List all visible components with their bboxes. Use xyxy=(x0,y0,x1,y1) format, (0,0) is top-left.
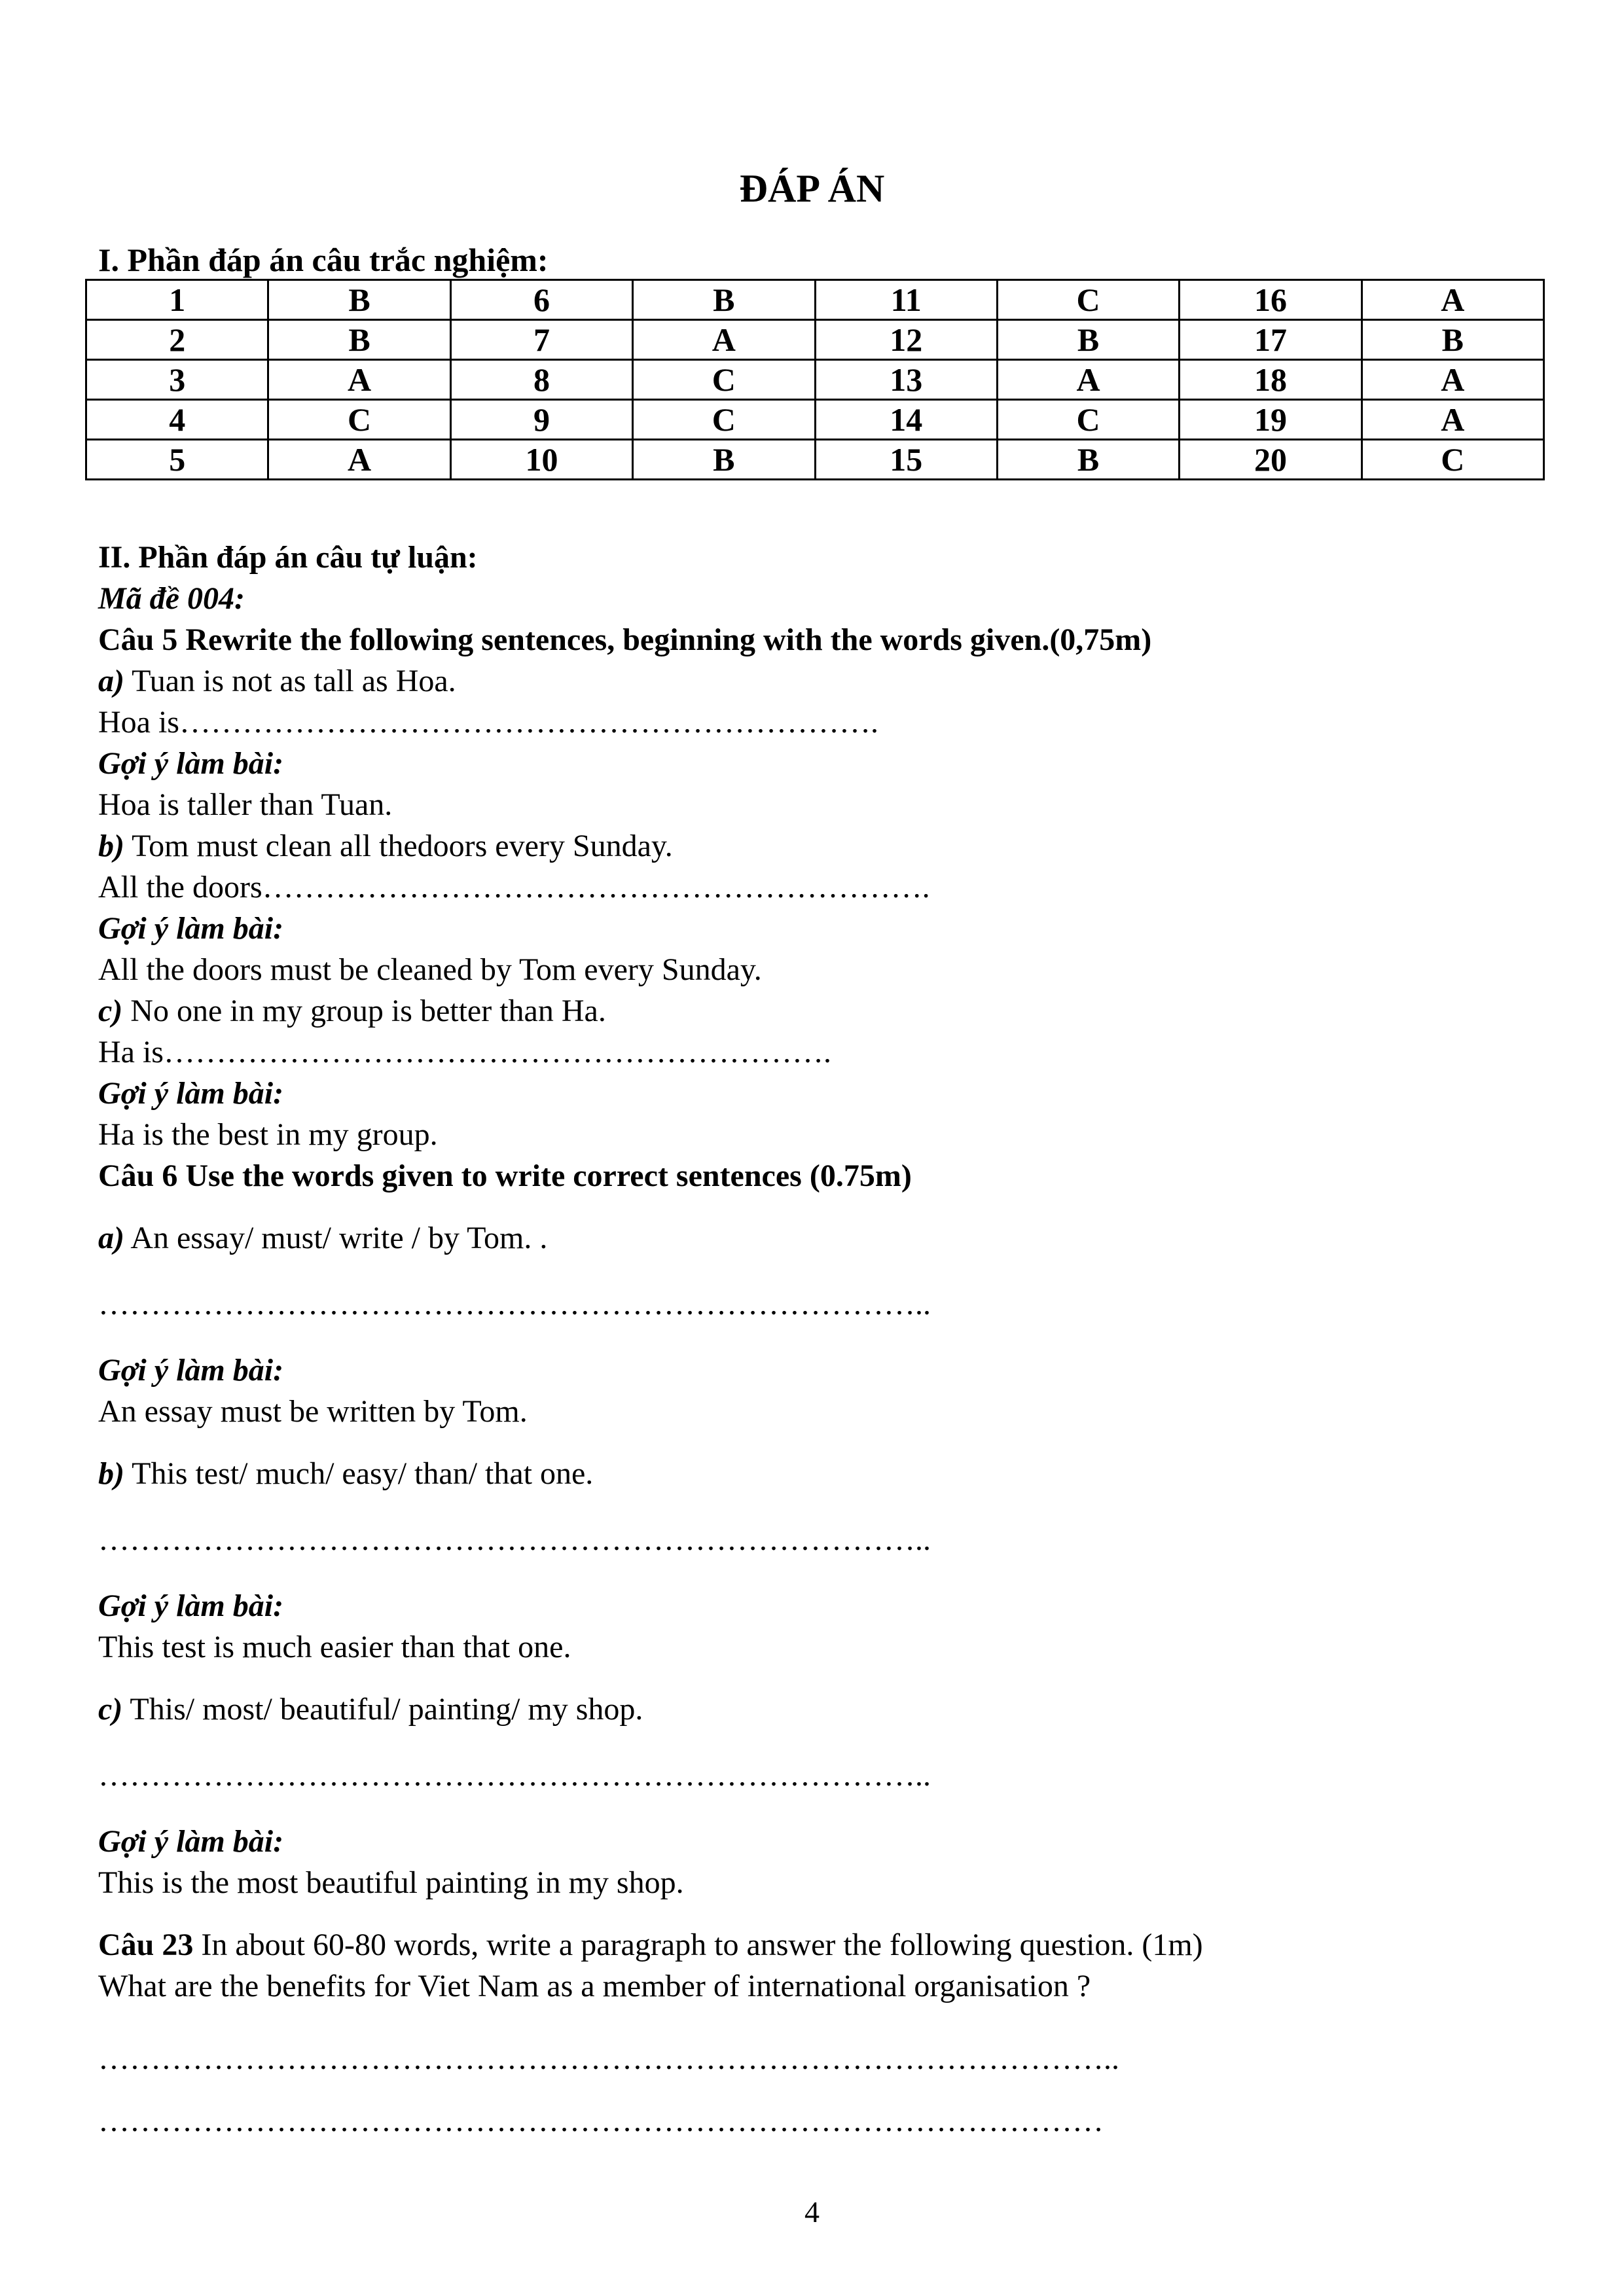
answer-row xyxy=(86,320,1544,360)
item-text: An essay/ must/ write / by Tom. . xyxy=(124,1221,548,1255)
answer-letter-cell: A xyxy=(1362,360,1543,400)
question-number-cell: 7 xyxy=(450,320,632,360)
answer-row xyxy=(86,280,1544,320)
question-number-cell: 16 xyxy=(1180,280,1362,320)
answer-table xyxy=(85,279,1545,480)
item-label: c) xyxy=(98,994,123,1028)
answer-row xyxy=(86,400,1544,440)
answer-letter-cell: C xyxy=(997,280,1179,320)
item-label: b) xyxy=(98,1456,124,1491)
answer-row xyxy=(86,360,1544,400)
section-heading-multiple-choice: I. Phần đáp án câu trắc nghiệm: xyxy=(98,242,549,278)
hint-label: Gợi ý làm bài: xyxy=(98,1588,284,1623)
question-number-cell: 15 xyxy=(815,440,997,480)
question-6a-answer: An essay must be written by Tom. xyxy=(98,1394,528,1429)
question-6a xyxy=(98,1217,1538,1259)
answer-letter-cell: B xyxy=(633,440,815,480)
answer-letter-cell: C xyxy=(1362,440,1543,480)
question-number-cell: 13 xyxy=(815,360,997,400)
question-23 xyxy=(98,1924,1538,1965)
question-6a-blank: …………………………………………………………………….. xyxy=(98,1287,931,1321)
question-6b-blank: …………………………………………………………………….. xyxy=(98,1522,931,1557)
answer-letter-cell: B xyxy=(633,280,815,320)
question-6b-answer: This test is much easier than that one. xyxy=(98,1630,571,1664)
question-number-cell: 5 xyxy=(86,440,268,480)
answer-letter-cell: A xyxy=(1362,280,1543,320)
question-5a-answer: Hoa is taller than Tuan. xyxy=(98,787,393,822)
question-number-cell: 17 xyxy=(1180,320,1362,360)
item-label: a) xyxy=(98,1221,124,1255)
question-23-prompt: What are the benefits for Viet Nam as a member of international organisation ? xyxy=(98,1969,1091,2003)
item-text: This/ most/ beautiful/ painting/ my shop. xyxy=(122,1692,643,1727)
answer-letter-cell: A xyxy=(997,360,1179,400)
question-23-blank-1: …………………………………………………………………………………….. xyxy=(98,2041,1119,2076)
item-text: Tuan is not as tall as Hoa. xyxy=(124,664,456,698)
question-number-cell: 2 xyxy=(86,320,268,360)
answer-letter-cell: C xyxy=(997,400,1179,440)
answer-letter-cell: A xyxy=(268,360,450,400)
question-6c xyxy=(98,1689,1538,1730)
hint-label: Gợi ý làm bài: xyxy=(98,1076,284,1111)
question-5b xyxy=(98,825,1538,867)
hint-label: Gợi ý làm bài: xyxy=(98,1353,284,1388)
answer-letter-cell: C xyxy=(633,360,815,400)
question-5b-answer: All the doors must be cleaned by Tom every Sunday. xyxy=(98,952,762,987)
question-number-cell: 18 xyxy=(1180,360,1362,400)
item-label: c) xyxy=(98,1692,123,1727)
answer-letter-cell: A xyxy=(1362,400,1543,440)
answer-row xyxy=(86,440,1544,480)
question-5a-prompt: Hoa is…………………………………………………………. xyxy=(98,705,878,740)
question-6c-answer: This is the most beautiful painting in my shop. xyxy=(98,1865,684,1900)
question-number-cell: 11 xyxy=(815,280,997,320)
answer-letter-cell: B xyxy=(268,320,450,360)
item-label: b) xyxy=(98,829,124,863)
question-number-cell: 9 xyxy=(450,400,632,440)
item-text: In about 60-80 words, write a paragraph to answer the following question. (1m) xyxy=(193,1928,1203,1962)
essay-section xyxy=(98,537,1538,2142)
answer-letter-cell: C xyxy=(633,400,815,440)
question-number-cell: 8 xyxy=(450,360,632,400)
question-5a xyxy=(98,660,1538,702)
question-5c-prompt: Ha is………………………………………………………. xyxy=(98,1035,831,1069)
hint-label: Gợi ý làm bài: xyxy=(98,911,284,946)
question-6c-blank: …………………………………………………………………….. xyxy=(98,1758,931,1793)
exam-code: Mã đề 004: xyxy=(98,581,245,616)
page-title: ĐÁP ÁN xyxy=(739,167,885,210)
hint-label: Gợi ý làm bài: xyxy=(98,1824,284,1859)
item-label: Câu 23 xyxy=(98,1928,194,1962)
question-6b xyxy=(98,1453,1538,1494)
question-number-cell: 3 xyxy=(86,360,268,400)
answer-letter-cell: B xyxy=(1362,320,1543,360)
question-5c xyxy=(98,990,1538,1031)
item-label: a) xyxy=(98,664,124,698)
question-6-title: Câu 6 Use the words given to write correct sentences (0.75m) xyxy=(98,1158,912,1193)
question-number-cell: 14 xyxy=(815,400,997,440)
answer-letter-cell: B xyxy=(997,440,1179,480)
question-number-cell: 6 xyxy=(450,280,632,320)
question-number-cell: 19 xyxy=(1180,400,1362,440)
question-number-cell: 10 xyxy=(450,440,632,480)
answer-letter-cell: B xyxy=(268,280,450,320)
answer-letter-cell: A xyxy=(633,320,815,360)
question-5-title: Câu 5 Rewrite the following sentences, beginning with the words given.(0,75m) xyxy=(98,622,1152,657)
item-text: No one in my group is better than Ha. xyxy=(122,994,606,1028)
answer-letter-cell: B xyxy=(997,320,1179,360)
question-number-cell: 12 xyxy=(815,320,997,360)
question-number-cell: 4 xyxy=(86,400,268,440)
question-number-cell: 20 xyxy=(1180,440,1362,480)
answer-letter-cell: A xyxy=(268,440,450,480)
question-23-blank-2: …………………………………………………………………………………… xyxy=(98,2104,1104,2138)
section-heading-essay: II. Phần đáp án câu tự luận: xyxy=(98,540,478,575)
question-number-cell: 1 xyxy=(86,280,268,320)
answer-letter-cell: C xyxy=(268,400,450,440)
hint-label: Gợi ý làm bài: xyxy=(98,746,284,781)
item-text: Tom must clean all thedoors every Sunday. xyxy=(124,829,673,863)
question-5b-prompt: All the doors………………………………………………………. xyxy=(98,870,930,905)
question-5c-answer: Ha is the best in my group. xyxy=(98,1117,438,1152)
item-text: This test/ much/ easy/ than/ that one. xyxy=(124,1456,594,1491)
page-number: 4 xyxy=(804,2195,820,2229)
